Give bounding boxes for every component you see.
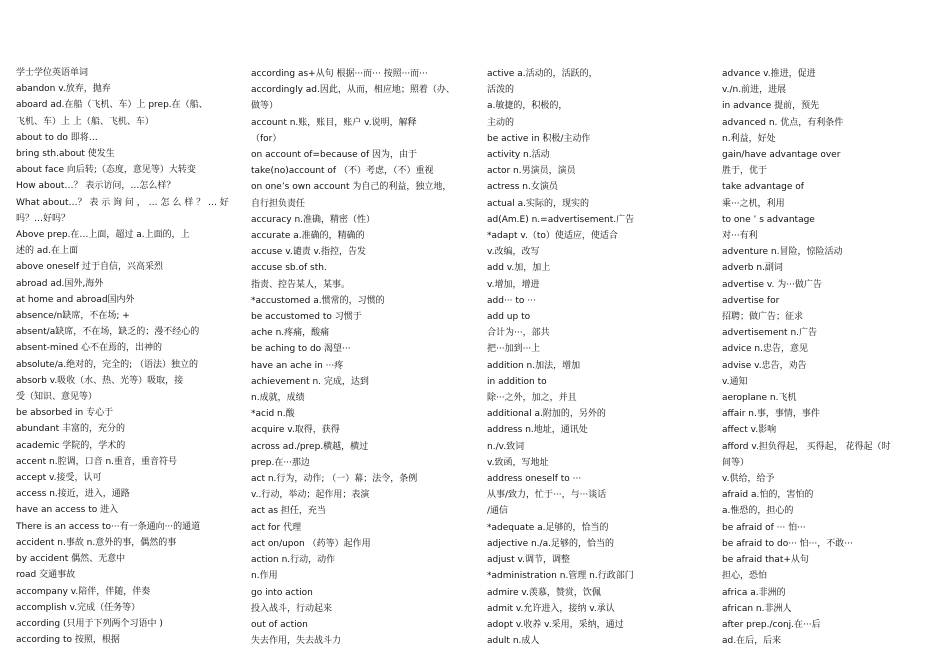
vocab-line: add v.加，加上 (487, 263, 551, 274)
vocab-line: *adequate a.足够的，恰当的 (487, 522, 609, 533)
vocab-line: adverb n.副词 (722, 263, 783, 274)
vocab-line: add··· to ··· (487, 295, 536, 306)
vocab-line: across ad./prep.横越，横过 (251, 441, 369, 452)
vocab-line: advice n.忠告，意见 (722, 344, 808, 355)
document-title: 学士学位英语单词 (16, 68, 89, 78)
vocab-line: accept v.接受，认可 (16, 473, 102, 484)
vocab-line: n.作用 (251, 571, 278, 582)
vocab-line: by accident 偶然、无意中 (16, 554, 126, 565)
vocab-line: advertisement n.广告 (722, 328, 818, 339)
vocab-line: 胜于，优于 (722, 166, 768, 177)
vocab-line: about to do 即将… (16, 132, 98, 143)
vocab-line: take advantage of (722, 182, 804, 193)
vocab-line: according as+从句 根据···而··· 按照···而··· (251, 69, 428, 79)
vocab-line: ad.在后，后来 (722, 636, 782, 647)
vocab-line: ache n.疼痛，酸痛 (251, 328, 330, 339)
vocab-line: admit v.允许进入，接纳 v.承认 (487, 603, 615, 614)
vocab-line: on account of=because of 因为，由于 (251, 150, 418, 161)
vocab-line: absence/n缺席，不在场; + (16, 311, 130, 322)
vocab-line: activity n.活动 (487, 150, 550, 161)
vocab-line: 活泼的 (487, 85, 515, 96)
vocab-line: bring sth.about 使发生 (16, 149, 115, 160)
vocab-line: african n.非洲人 (722, 603, 792, 614)
vocab-line: accident n.事故 n.意外的事，偶然的事 (16, 537, 177, 548)
vocab-line: act n.行为，动作; （一）幕；法令，条例 (251, 474, 418, 485)
vocab-line: adopt v.收养 v.采用，采纳，通过 (487, 619, 624, 630)
vocab-line: address n.地址，通讯处 (487, 425, 588, 436)
vocab-line: accuse sb.of sth. (251, 263, 327, 274)
vocab-line: advise v.忠告，劝告 (722, 360, 807, 371)
vocab-line: v.通知 (722, 376, 748, 387)
vocab-line: road 交通事故 (16, 570, 76, 581)
vocab-line: advance v.推进，促进 (722, 69, 816, 79)
column-1 (16, 66, 234, 648)
vocab-line: be absorbed in 专心于 (16, 408, 114, 419)
vocab-line: about face 向后转;（态度，意见等）大转变 (16, 165, 196, 176)
vocab-line: a.惟恐的，担心的 (722, 506, 794, 517)
vocab-line: actual a.实际的，现实的 (487, 198, 589, 209)
vocab-line: advertise for (722, 295, 780, 306)
vocab-line: 飞机、车）上 上（船、飞机、车） (16, 116, 154, 127)
vocab-line: accordingly ad.因此，从而，相应地；照着（办、 (251, 85, 455, 96)
vocab-line: 招聘；做广告；征求 (722, 312, 804, 323)
vocab-line: advanced n. 优点，有利条件 (722, 117, 844, 128)
vocab-line: 担心，恐怕 (722, 571, 768, 582)
vocab-line: accuracy n.准确，精密（性） (251, 214, 376, 225)
vocab-line: adventure n.冒险，惊险活动 (722, 247, 843, 258)
vocab-line: 间等） (722, 457, 750, 468)
vocab-line: 吗？…好吗？ (16, 213, 71, 224)
vocab-line: absorb v.吸收（水、热、光等）吸取，接 (16, 375, 184, 386)
vocab-line: be aching to do 渴望··· (251, 344, 351, 355)
vocab-line: be afraid that+从句 (722, 555, 809, 566)
vocab-line: *accustomed a.惯常的，习惯的 (251, 295, 385, 306)
vocab-line: be accustomed to 习惯于 (251, 312, 362, 323)
vocab-line: 做等） (251, 101, 279, 112)
vocab-line: a.敏捷的，积极的， (487, 101, 568, 112)
vocab-line: address oneself to ··· (487, 474, 582, 485)
vocab-line: 述的 ad.在上面 (16, 246, 78, 257)
vocab-line: 指责、控告某人，某事。 (251, 279, 351, 290)
vocab-line: advertise v. 为···做广告 (722, 279, 822, 290)
vocab-line: accompany v.陪伴，伴随，伴奏 (16, 586, 151, 597)
vocab-line: africa a.非洲的 (722, 587, 786, 598)
vocab-line: 对···有利 (722, 231, 758, 242)
vocab-line: prep.在···那边 (251, 457, 310, 468)
vocab-line: adult n.成人 (487, 636, 540, 647)
vocab-line: above oneself 过于自信，兴高采烈 (16, 262, 163, 273)
vocab-line: according (只用于下列两个习语中 ) (16, 618, 163, 629)
vocab-line: to one ’ s advantage (722, 214, 815, 225)
vocab-line: have an access to 进入 (16, 505, 119, 516)
column-3 (487, 66, 705, 649)
vocab-line: access n.接近，进入，通路 (16, 489, 130, 500)
vocab-line: admire v.羡慕，赞赏，饮佩 (487, 587, 601, 598)
vocab-line: academic 学院的，学术的 (16, 440, 126, 451)
vocab-line: 合计为···，部共 (487, 328, 550, 339)
vocab-line: be afraid of ··· 怕··· (722, 522, 806, 533)
vocab-line: 受（知识、意见等） (16, 392, 98, 403)
vocab-line: action n.行动，动作 (251, 555, 336, 566)
vocab-line: （for） (251, 133, 282, 144)
vocab-line: be afraid to do··· 怕···，不敢··· (722, 538, 853, 549)
vocab-line: *acid n.酸 (251, 409, 295, 420)
vocab-line: accuse v.谴责 v.指控，告发 (251, 247, 367, 258)
vocab-line: account n.账，账目，账户 v.说明，解释 (251, 117, 417, 128)
vocab-line: v./n.前进，进展 (722, 85, 787, 96)
vocab-line: accomplish v.完成（任务等） (16, 602, 141, 613)
vocab-line: act as 担任，充当 (251, 506, 326, 517)
vocab-line: ad(Am.E) n.=advertisement.广告 (487, 214, 635, 225)
vocab-line: actor n.男演员，演员 (487, 166, 576, 177)
vocab-line: abroad ad.国外,海外 (16, 278, 104, 289)
vocab-line: aboard ad.在船（飞机、车）上 prep.在（船、 (16, 100, 208, 111)
vocab-line: at home and abroad国内外 (16, 294, 135, 305)
vocab-line: v.改编，改写 (487, 247, 540, 258)
vocab-line: v.供给，给予 (722, 474, 775, 485)
vocab-line: out of action (251, 619, 308, 630)
vocab-line: 从事/致力，忙于···，与···谈话 (487, 490, 607, 501)
vocab-line: addition n.加法，增加 (487, 360, 581, 371)
vocab-line: absent-mined 心不在焉的，出神的 (16, 343, 163, 354)
vocab-line: affair n.事，事情，事件 (722, 409, 820, 420)
column-4 (722, 66, 940, 649)
vocab-line: There is an access to···有一条通向···的通道 (16, 521, 201, 532)
vocab-line: adjective n./a.足够的，恰当的 (487, 538, 614, 549)
vocab-line: What about…？ 表 示 询 问 ， … 怎 么 样 ？ … 好 (16, 197, 229, 208)
vocab-line: take(no)account of （不）考虑，（不）重视 (251, 166, 434, 177)
vocab-line: additional a.附加的，另外的 (487, 409, 606, 420)
vocab-line: gain/have advantage over (722, 150, 841, 161)
vocab-line: n.成就，成绩 (251, 393, 305, 404)
vocab-line: after prep./conj.在···后 (722, 619, 821, 630)
vocab-line: v.增加，增进 (487, 279, 540, 290)
vocab-line: according to 按照，根据 (16, 635, 120, 646)
vocab-line: *administration n.管理 n.行政部门 (487, 571, 634, 582)
vocab-line: n.利益，好处 (722, 133, 776, 144)
vocab-line: act for 代理 (251, 522, 302, 533)
vocab-line: in advance 提前，预先 (722, 101, 820, 112)
vocab-line: afraid a.怕的，害怕的 (722, 490, 814, 501)
vocab-line: /通信 (487, 506, 509, 517)
vocab-line: acquire v.取得，获得 (251, 425, 340, 436)
vocab-line: 把···加到···上 (487, 344, 541, 355)
vocab-line: absent/a缺席，不在场，缺乏的；漫不经心的 (16, 327, 200, 338)
vocab-line: have an ache in ···疼 (251, 360, 344, 371)
vocab-line: v..行动，举动；起作用；表演 (251, 490, 370, 501)
vocab-line: actress n.女演员 (487, 182, 558, 193)
vocab-line: achievement n. 完成，达到 (251, 376, 369, 387)
vocab-line: add up to (487, 312, 531, 323)
vocab-line: absolute/a.绝对的，完全的; （语法）独立的 (16, 359, 198, 370)
vocab-line: 主动的 (487, 117, 515, 128)
vocab-line: 乘···之机，利用 (722, 198, 785, 209)
vocab-line: active a.活动的，活跃的， (487, 69, 598, 79)
column-2 (251, 66, 469, 649)
vocab-line: act on/upon （药等）起作用 (251, 538, 371, 549)
vocab-line: be active in 积极/主动作 (487, 133, 591, 144)
vocab-line: 投入战斗，行动起来 (251, 603, 333, 614)
vocab-line: v.致函，写地址 (487, 457, 549, 468)
vocab-line: 除···之外，加之，并且 (487, 393, 577, 404)
vocab-line: Above prep.在…上面，超过 a.上面的，上 (16, 230, 190, 241)
vocab-line: afford v.担负得起， 买得起， 花得起（时 (722, 441, 891, 452)
vocab-line: accent n.腔调，口音 n.重音，重音符号 (16, 456, 178, 467)
vocab-line: abundant 丰富的，充分的 (16, 424, 125, 435)
vocab-line: aeroplane n.飞机 (722, 393, 797, 404)
vocab-line: go into action (251, 587, 313, 598)
vocab-line: How about…？ 表示访问，…怎么样？ (16, 181, 176, 192)
vocab-line: adjust v.调节，调整 (487, 555, 570, 566)
vocab-line: 失去作用，失去战斗力 (251, 636, 342, 647)
vocab-line: on one’s own account 为自己的利益，独立地， (251, 182, 452, 193)
vocab-line: n./v.致词 (487, 441, 525, 452)
vocab-line: *adapt v.（to）使适应，使适合 (487, 231, 618, 242)
vocab-line: in addition to (487, 376, 547, 387)
vocab-line: 自行担负责任 (251, 198, 306, 209)
vocab-line: accurate a.准确的，精确的 (251, 231, 365, 242)
vocab-line: affect v.影响 (722, 425, 777, 436)
vocab-line: abandon v.放弃，抛弃 (16, 84, 111, 95)
